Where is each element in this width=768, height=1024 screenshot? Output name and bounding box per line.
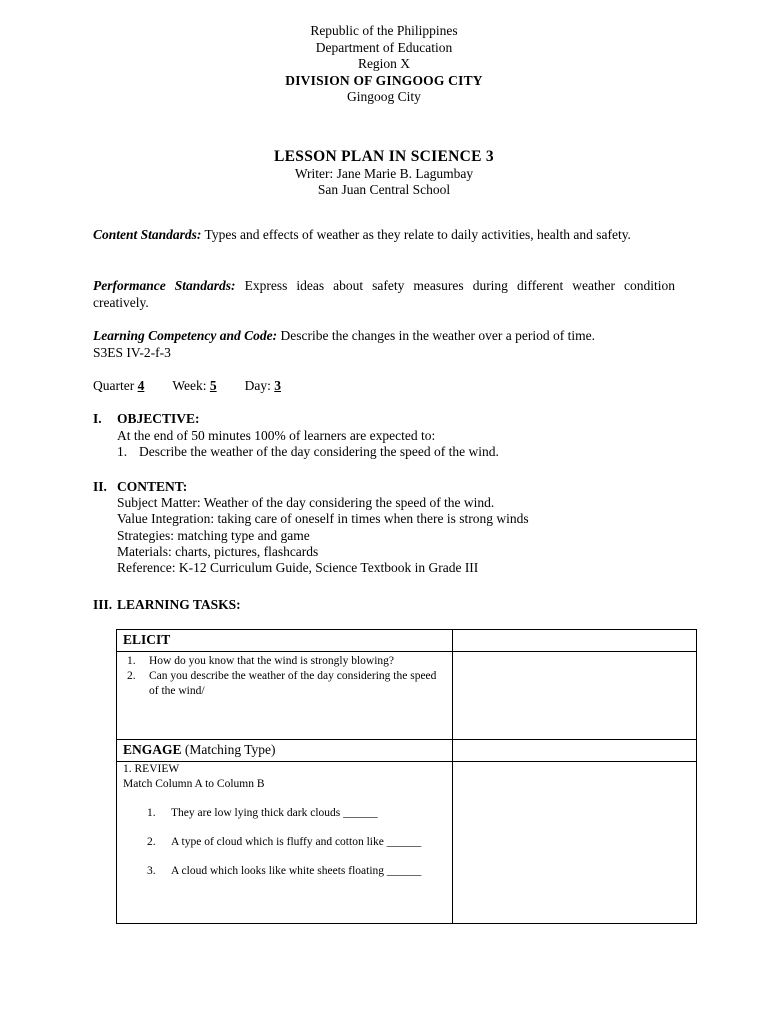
objective-intro: At the end of 50 minutes 100% of learners are expected to: xyxy=(117,428,436,443)
list-item-text: They are low lying thick dark clouds ______ xyxy=(171,807,378,819)
elicit-notes-body xyxy=(452,652,696,740)
objective-heading-text: OBJECTIVE: xyxy=(117,411,200,426)
list-item-text: How do you know that the wind is strongly blowing? xyxy=(149,655,394,667)
learning-tasks-heading xyxy=(93,596,241,613)
list-item xyxy=(127,669,448,699)
review-label: 1. REVIEW xyxy=(123,763,180,775)
header-division: DIVISION OF GINGOOG CITY xyxy=(285,72,483,88)
engage-heading-text: ENGAGE xyxy=(123,742,182,757)
day-label: Day: xyxy=(244,378,275,393)
list-item-text: Can you describe the weather of the day considering the speed of the wind/ xyxy=(149,670,437,697)
content-standards-text: Types and effects of weather as they relate to daily activities, health and safety. xyxy=(201,227,631,242)
objective-item-number: 1. xyxy=(117,444,128,460)
content-heading xyxy=(93,478,187,495)
reference: Reference: K-12 Curriculum Guide, Science Textbook in Grade III xyxy=(117,560,479,576)
content-body xyxy=(117,495,529,576)
header-republic: Republic of the Philippines xyxy=(310,23,458,38)
objective-heading xyxy=(93,410,200,427)
learning-competency xyxy=(93,327,675,361)
content-standards xyxy=(93,226,675,243)
list-item-number: 2. xyxy=(127,670,136,682)
elicit-notes-cell xyxy=(452,630,696,652)
engage-body-row xyxy=(117,762,697,924)
header-city: Gingoog City xyxy=(347,89,421,104)
matching-instruction: Match Column A to Column B xyxy=(123,778,265,790)
document-header xyxy=(0,23,768,106)
value-integration: Value Integration: taking care of oneself in times when there is strong winds xyxy=(117,511,529,527)
objective-item-text: Describe the weather of the day considering the speed of the wind. xyxy=(139,444,499,460)
list-item-number: 1. xyxy=(147,807,156,819)
title-block xyxy=(0,148,768,198)
elicit-questions xyxy=(117,652,453,740)
day-value: 3 xyxy=(274,378,282,393)
performance-standards-label: Performance Standards: xyxy=(93,278,236,293)
content-number: II. xyxy=(93,479,107,494)
objective-body xyxy=(117,428,499,461)
learning-tasks-heading-text: LEARNING TASKS: xyxy=(117,597,241,612)
objective-number: I. xyxy=(93,411,102,426)
list-item-text: A cloud which looks like white sheets floating ______ xyxy=(171,865,422,877)
elicit-header-row xyxy=(117,630,697,652)
week-label: Week: xyxy=(172,378,210,393)
engage-heading xyxy=(117,740,453,762)
quarter-label: Quarter xyxy=(93,378,138,393)
engage-notes-body xyxy=(452,762,696,924)
list-item xyxy=(127,654,448,669)
school-line: San Juan Central School xyxy=(317,182,451,197)
week-value: 5 xyxy=(209,378,217,393)
engage-header-row xyxy=(117,740,697,762)
learning-competency-label: Learning Competency and Code: xyxy=(93,328,278,343)
elicit-heading: ELICIT xyxy=(117,630,453,652)
learning-tasks-table xyxy=(116,629,697,924)
quarter-value: 4 xyxy=(137,378,145,393)
list-item xyxy=(147,864,448,879)
competency-code: S3ES IV-2-f-3 xyxy=(93,345,171,360)
strategies: Strategies: matching type and game xyxy=(117,527,310,543)
list-item xyxy=(147,835,448,850)
content-standards-label: Content Standards: xyxy=(93,227,202,242)
list-item xyxy=(147,806,448,821)
lesson-title: LESSON PLAN IN SCIENCE 3 xyxy=(274,148,494,165)
content-heading-text: CONTENT: xyxy=(117,479,188,494)
materials: Materials: charts, pictures, flashcards xyxy=(117,543,319,559)
list-item-text: A type of cloud which is fluffy and cotton like ______ xyxy=(171,836,422,848)
engage-subheading: (Matching Type) xyxy=(181,742,276,757)
list-item-number: 1. xyxy=(127,655,136,667)
performance-standards-text: Express ideas about safety measures during different weather condition creatively. xyxy=(93,278,675,310)
engage-notes-cell xyxy=(452,740,696,762)
list-item-number: 2. xyxy=(147,836,156,848)
writer-line: Writer: Jane Marie B. Lagumbay xyxy=(294,166,474,181)
header-region: Region X xyxy=(357,56,411,71)
list-item-number: 3. xyxy=(147,865,156,877)
header-department: Department of Education xyxy=(315,39,453,55)
subject-matter: Subject Matter: Weather of the day considering the speed of the wind. xyxy=(117,495,495,510)
learning-competency-text: Describe the changes in the weather over a period of time. xyxy=(277,328,595,343)
schedule-line xyxy=(93,377,281,394)
engage-matching xyxy=(117,762,453,924)
objective-item xyxy=(117,444,499,460)
performance-standards xyxy=(93,277,675,311)
learning-tasks-number: III. xyxy=(93,597,113,612)
elicit-body-row xyxy=(117,652,697,740)
